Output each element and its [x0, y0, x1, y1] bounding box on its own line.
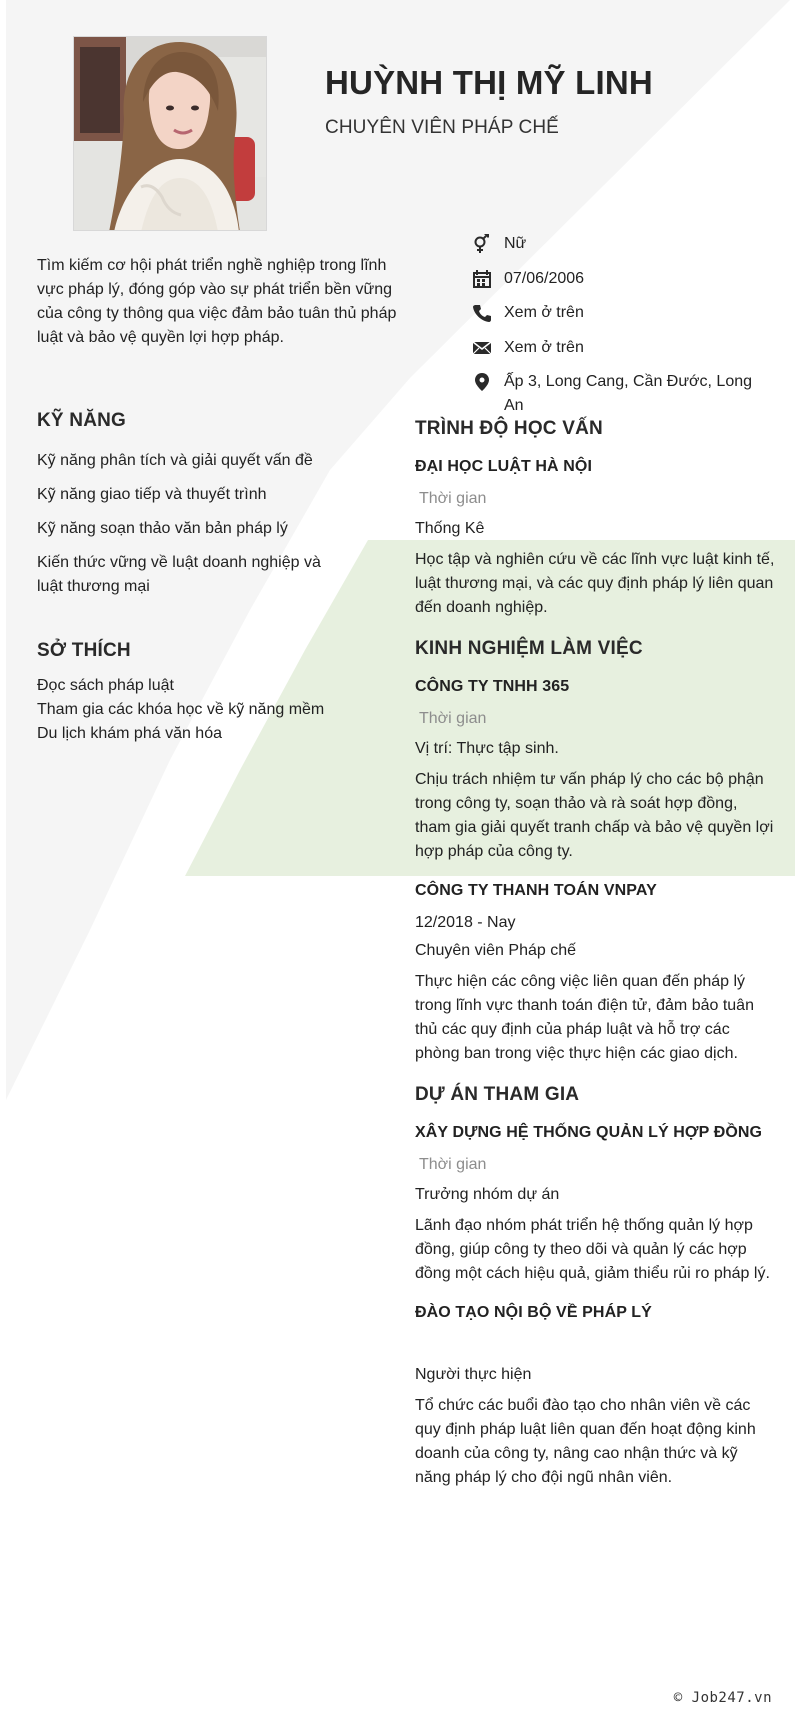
experience-item	[415, 882, 775, 1066]
skills-title: KỸ NĂNG	[37, 410, 127, 431]
footer-credit: © Job247.vn	[673, 1690, 772, 1706]
education-school: ĐẠI HỌC LUẬT HÀ NỘI	[415, 458, 593, 475]
candidate-name: HUỲNH THỊ MỸ LINH	[325, 64, 653, 101]
contact-phone	[470, 301, 770, 336]
project-name: XÂY DỰNG HỆ THỐNG QUẢN LÝ HỢP ĐỒNG	[415, 1124, 763, 1141]
education-title: TRÌNH ĐỘ HỌC VẤN	[415, 418, 603, 439]
candidate-title: CHUYÊN VIÊN PHÁP CHẾ	[325, 117, 559, 138]
contact-gender	[470, 232, 770, 267]
experience-time: Thời gian	[419, 710, 487, 727]
location-pin-icon	[470, 370, 494, 394]
education-description: Học tập và nghiên cứu về các lĩnh vực luật kinh tế, luật thương mại, và các quy định pháp lý liên quan đến doanh nghiệp.	[415, 551, 775, 616]
project-item	[415, 1304, 775, 1490]
hobbies-title: SỞ THÍCH	[37, 640, 131, 661]
main-content	[415, 418, 775, 1508]
profile-photo	[73, 36, 267, 231]
experience-item	[415, 678, 775, 864]
project-description: Tổ chức các buổi đào tạo cho nhân viên về các quy định pháp luật liên quan đến hoạt động kinh doanh của công ty, nâng cao nhận thức và kỹ năng pháp lý cho đội ngũ nhân viên.	[415, 1397, 756, 1486]
contact-birthday-text: 07/06/2006	[504, 269, 585, 287]
projects-title: DỰ ÁN THAM GIA	[415, 1084, 580, 1105]
contact-address-text: Ấp 3, Long Cang, Cần Đước, Long An	[504, 373, 753, 414]
experience-description: Thực hiện các công việc liên quan đến pháp lý trong lĩnh vực thanh toán điện tử, đảm bảo tuân thủ các quy định của pháp luật và hỗ trợ các phòng ban trong việc thực hiện các giao dịch.	[415, 973, 754, 1062]
contact-list	[470, 232, 770, 418]
skill-item: Kỹ năng soạn thảo văn bản pháp lý	[37, 520, 288, 537]
education-time: Thời gian	[419, 490, 487, 507]
experience-time: 12/2018 - Nay	[415, 914, 516, 931]
skill-item: Kỹ năng phân tích và giải quyết vấn đề	[37, 452, 313, 469]
mail-icon	[470, 336, 494, 360]
project-spacer	[415, 1336, 775, 1366]
gender-icon	[470, 232, 494, 256]
experience-position: Chuyên viên Pháp chế	[415, 942, 576, 959]
experience-company: CÔNG TY THANH TOÁN VNPAY	[415, 882, 657, 899]
calendar-icon	[470, 267, 494, 291]
experience-description: Chịu trách nhiệm tư vấn pháp lý cho các bộ phận trong công ty, soạn thảo và rà soát hợp đồng, tham gia giải quyết tranh chấp và bảo vệ quyền lợi hợp pháp của công ty.	[415, 771, 774, 860]
project-time: Thời gian	[419, 1156, 487, 1173]
contact-birthday	[470, 267, 770, 302]
project-name: ĐÀO TẠO NỘI BỘ VỀ PHÁP LÝ	[415, 1304, 652, 1321]
career-summary: Tìm kiếm cơ hội phát triển nghề nghiệp trong lĩnh vực pháp lý, đóng góp vào sự phát triển bền vững của công ty thông qua việc đảm bảo tuân thủ pháp luật và bảo vệ quyền lợi hợp pháp.	[37, 257, 397, 346]
project-role: Trưởng nhóm dự án	[415, 1186, 560, 1203]
skill-item: Kiến thức vững về luật doanh nghiệp và luật thương mại	[37, 554, 321, 595]
skill-item: Kỹ năng giao tiếp và thuyết trình	[37, 486, 267, 503]
hobby-item: Du lịch khám phá văn hóa	[37, 725, 222, 742]
skills-list	[37, 449, 338, 609]
experience-title: KINH NGHIỆM LÀM VIỆC	[415, 638, 643, 659]
project-item	[415, 1124, 775, 1286]
project-description: Lãnh đạo nhóm phát triển hệ thống quản lý hợp đồng, giúp công ty theo dõi và quản lý các hợp đồng một cách hiệu quả, giảm thiểu rủi ro pháp lý.	[415, 1217, 770, 1282]
hobby-item: Tham gia các khóa học về kỹ năng mềm	[37, 701, 325, 718]
contact-email-text: Xem ở trên	[504, 338, 584, 356]
project-role: Người thực hiện	[415, 1366, 532, 1383]
experience-position: Vị trí: Thực tập sinh.	[415, 740, 559, 757]
profile-photo-illustration	[74, 37, 267, 231]
contact-address	[470, 370, 770, 418]
hobby-item: Đọc sách pháp luật	[37, 677, 174, 694]
phone-icon	[470, 301, 494, 325]
hobbies-list	[37, 674, 338, 746]
contact-phone-text: Xem ở trên	[504, 304, 584, 321]
contact-gender-text: Nữ	[504, 235, 527, 252]
contact-email	[470, 336, 770, 371]
experience-company: CÔNG TY TNHH 365	[415, 678, 570, 695]
education-major: Thống Kê	[415, 520, 485, 537]
